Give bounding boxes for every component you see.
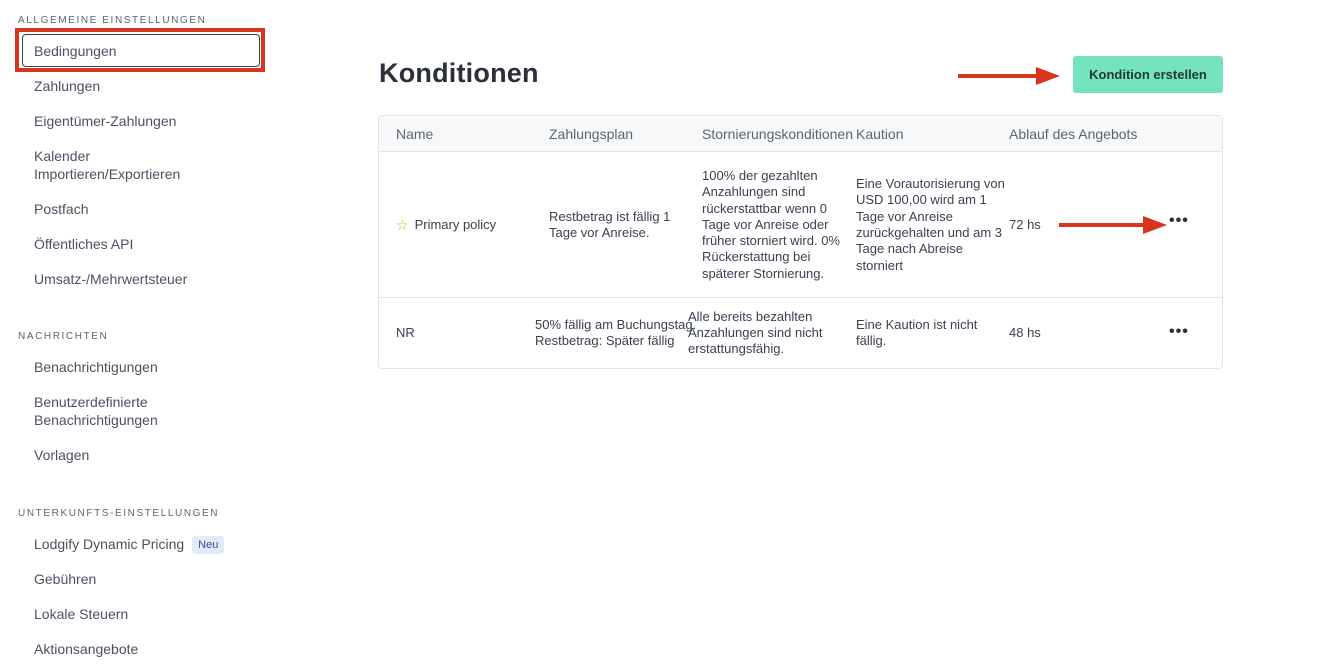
- sidebar-item-postfach[interactable]: Postfach: [34, 201, 89, 217]
- column-header-name[interactable]: Name: [396, 126, 434, 142]
- expiry-cell: 72 hs: [1009, 216, 1041, 232]
- sidebar-item-bedingungen[interactable]: Bedingungen: [22, 34, 260, 67]
- deposit-cell: Eine Kaution ist nicht fällig.: [856, 316, 978, 348]
- table-row[interactable]: [379, 152, 1222, 298]
- section-title-general: ALLGEMEINE EINSTELLUNGEN: [18, 15, 207, 26]
- payment-plan-cell: Restbetrag ist fällig 1 Tage vor Anreise.: [549, 208, 671, 240]
- policy-name-cell: [396, 298, 544, 368]
- new-badge: Neu: [192, 536, 224, 554]
- sidebar-item-kalender[interactable]: Kalender Importieren/Exportieren: [34, 148, 181, 182]
- sidebar-item-eigentuemer-zahlungen[interactable]: Eigentümer-Zahlungen: [34, 113, 177, 129]
- page-title: Konditionen: [379, 58, 539, 88]
- cancellation-cell: Alle bereits bezahlten Anzahlungen sind nicht erstattungsfähig.: [688, 308, 823, 357]
- sidebar-item-benachrichtigungen[interactable]: Benachrichtigungen: [34, 359, 158, 375]
- conditions-table: [378, 115, 1223, 369]
- table-header: [379, 116, 1222, 152]
- deposit-cell: Eine Vorautorisierung von USD 100,00 wird am 1 Tage vor Anreise zurückgehalten und am 3 Tage nach Abreise storniert: [856, 176, 1005, 273]
- column-header-expiry[interactable]: Ablauf des Angebots: [1009, 126, 1138, 142]
- create-condition-button[interactable]: Kondition erstellen: [1073, 56, 1223, 93]
- annotation-arrow-create: [958, 67, 1060, 85]
- sidebar-item-zahlungen[interactable]: Zahlungen: [34, 78, 101, 94]
- star-outline-icon[interactable]: ☆: [396, 216, 409, 233]
- annotation-arrow-more: [1059, 216, 1169, 234]
- table-row[interactable]: [379, 298, 1222, 368]
- sidebar-item-lokale-steuern[interactable]: Lokale Steuern: [34, 606, 129, 622]
- sidebar-item-label: Lodgify Dynamic Pricing: [34, 536, 185, 552]
- sidebar-item-aktionsangebote[interactable]: Aktionsangebote: [34, 641, 139, 657]
- policy-name: NR: [396, 324, 415, 340]
- section-title-nachrichten: NACHRICHTEN: [18, 331, 109, 342]
- section-title-unterkunft: UNTERKUNFTS-EINSTELLUNGEN: [18, 508, 220, 519]
- cancellation-cell: 100% der gezahlten Anzahlungen sind rückerstattbar wenn 0 Tage vor Anreise oder früher storniert wird. 0% Rückerstattung bei späterer Stornierung.: [702, 167, 840, 281]
- policy-name-cell: [396, 152, 544, 298]
- column-header-deposit[interactable]: Kaution: [856, 126, 904, 142]
- sidebar-item-api[interactable]: Öffentliches API: [34, 236, 134, 252]
- sidebar-item-gebuehren[interactable]: Gebühren: [34, 571, 97, 587]
- expiry-cell: 48 hs: [1009, 324, 1041, 340]
- sidebar-item-vorlagen[interactable]: Vorlagen: [34, 447, 90, 463]
- more-horizontal-icon[interactable]: •••: [1169, 323, 1189, 340]
- settings-sidebar: [0, 0, 300, 672]
- sidebar-item-dynamic-pricing[interactable]: [34, 535, 224, 554]
- sidebar-item-benutzerdefinierte[interactable]: Benutzerdefinierte Benachrichtigungen: [34, 394, 158, 428]
- payment-plan-cell: 50% fällig am Buchungstag. Restbetrag: Später fällig: [535, 316, 697, 348]
- more-horizontal-icon[interactable]: •••: [1169, 212, 1189, 229]
- sidebar-item-steuer[interactable]: Umsatz-/Mehrwertsteuer: [34, 271, 188, 287]
- column-header-cancellation[interactable]: Stornierungskonditionen: [702, 126, 853, 142]
- column-header-payment-plan[interactable]: Zahlungsplan: [549, 126, 634, 142]
- policy-name: Primary policy: [414, 216, 497, 232]
